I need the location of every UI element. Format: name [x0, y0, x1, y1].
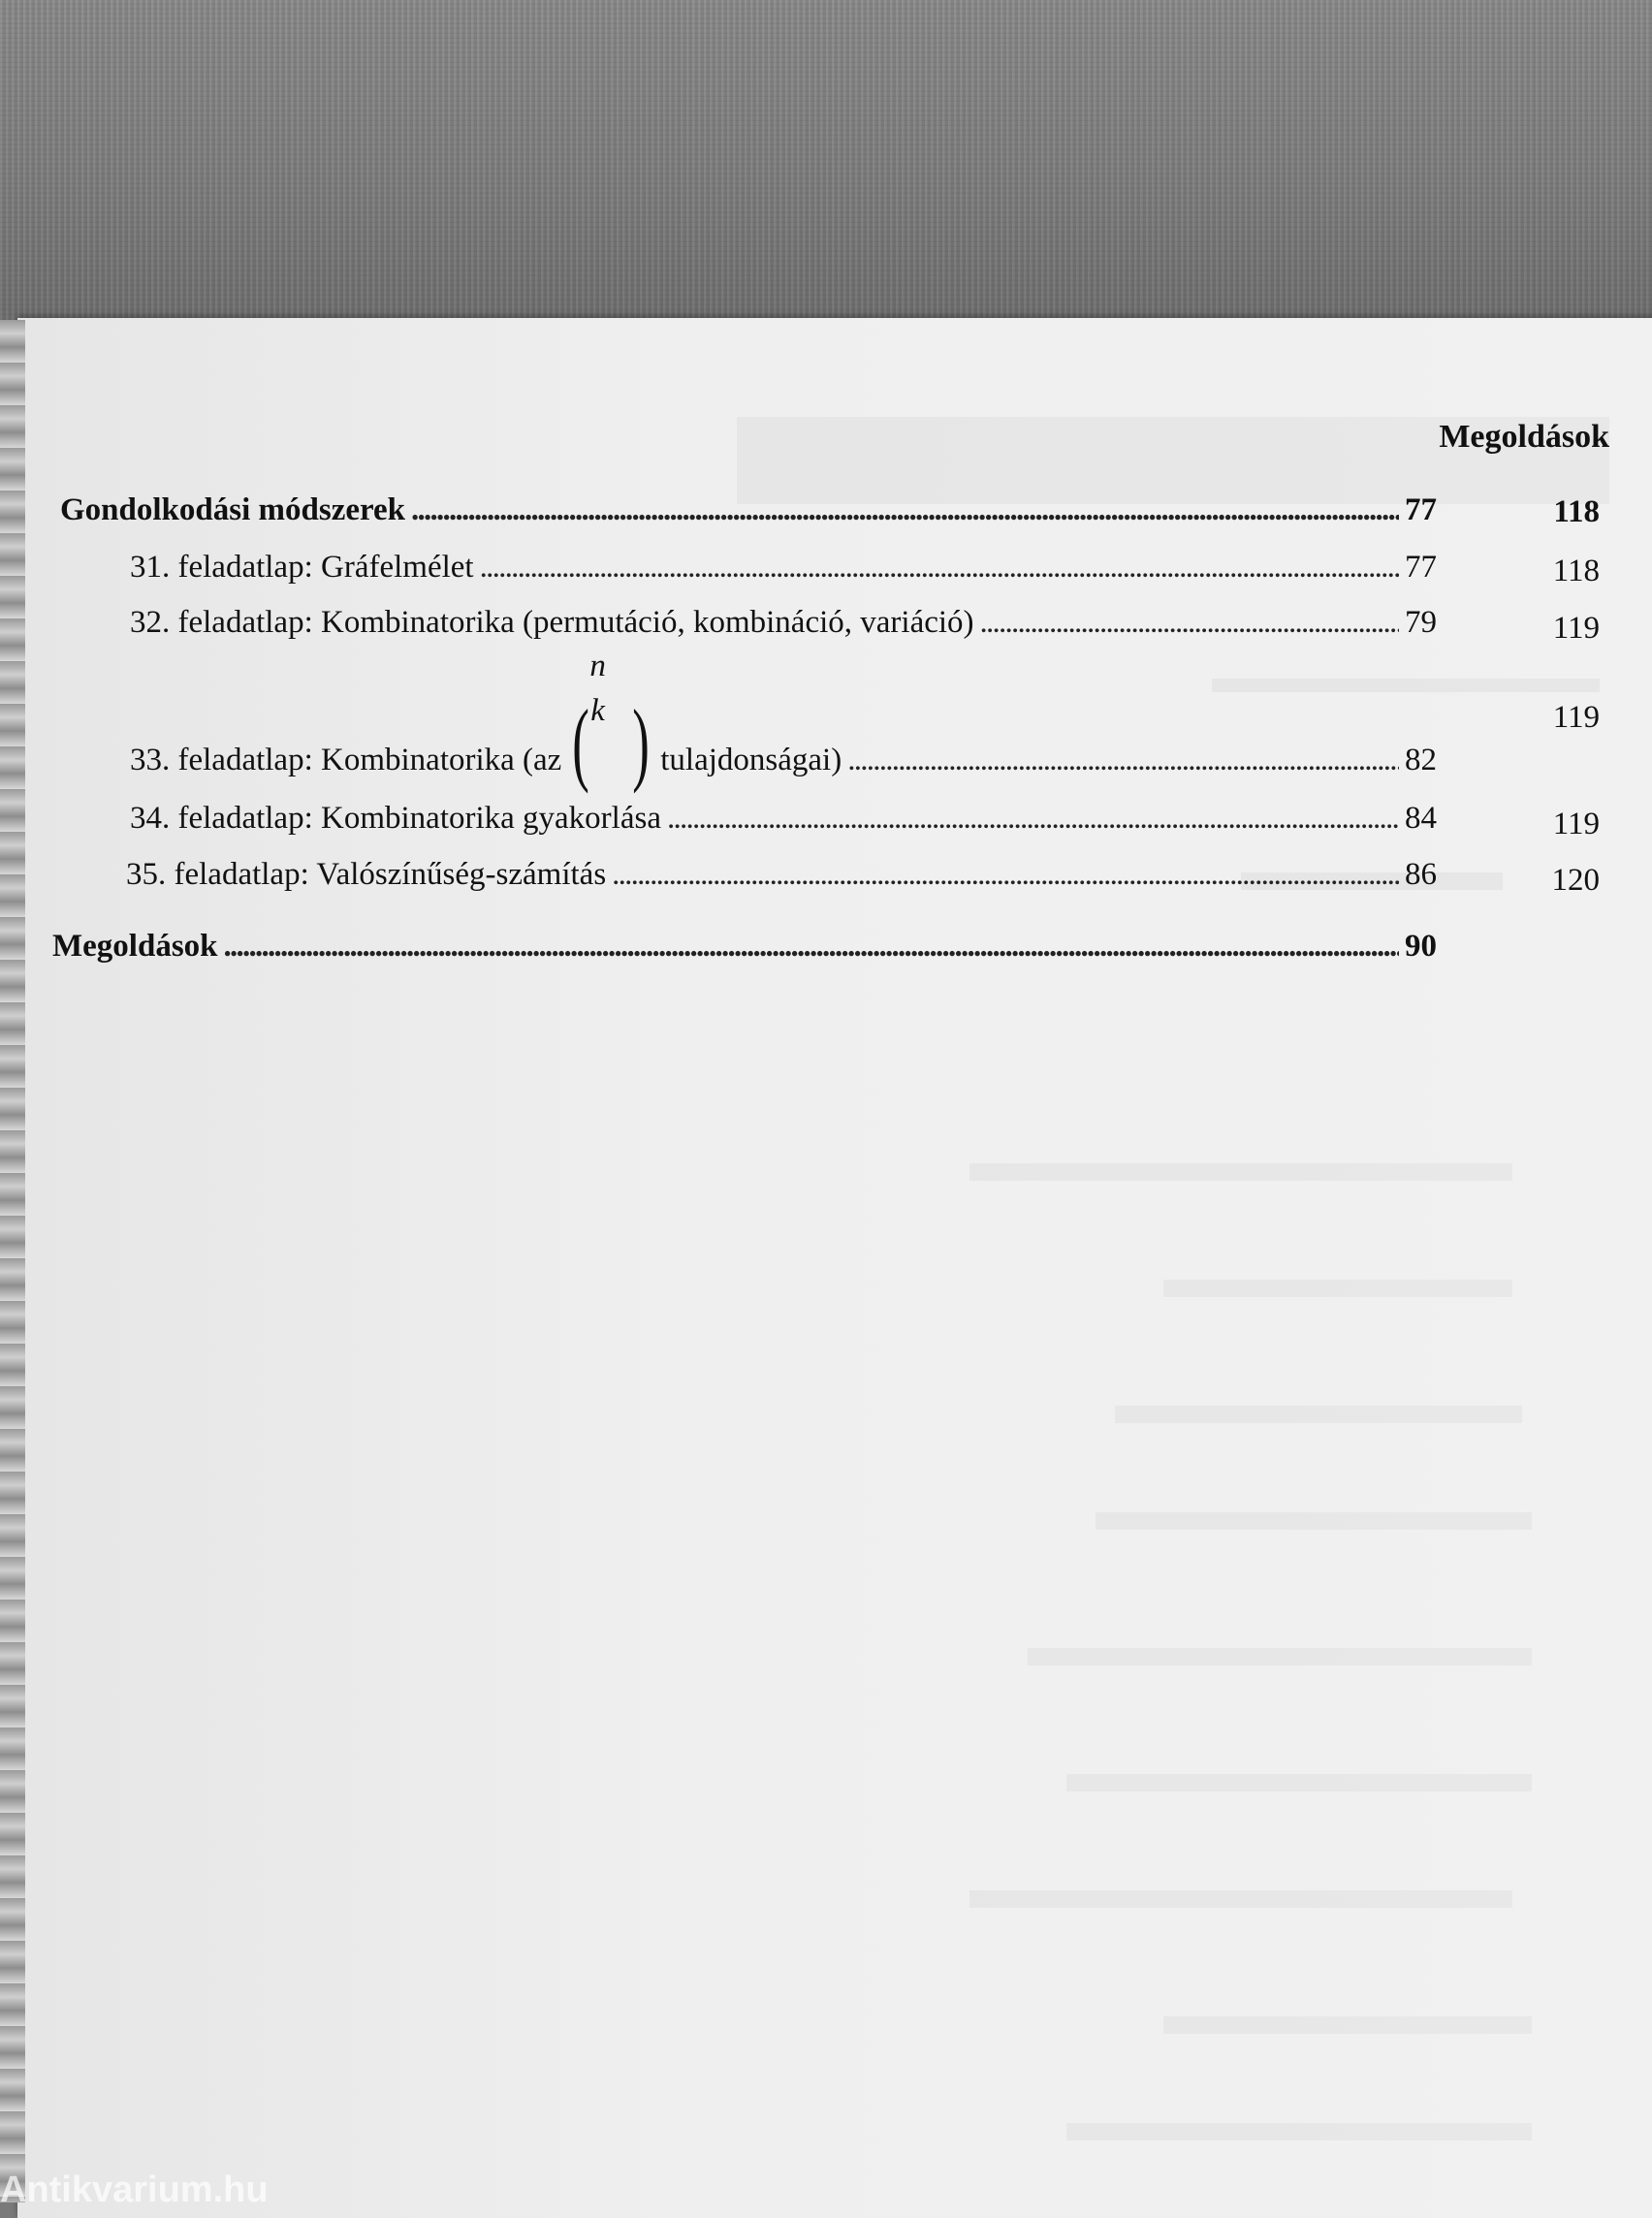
- entry-label: 32. feladatlap: Kombinatorika (permutáció, kombináció, variáció): [130, 605, 974, 640]
- toc-entry-row[interactable]: [130, 605, 1437, 650]
- solution-page-number: 118: [1552, 554, 1600, 588]
- dot-leader: [480, 550, 1399, 586]
- solutions-column-header: Megoldások: [1439, 419, 1609, 455]
- toc-section-row[interactable]: [52, 929, 1437, 973]
- page-number: 79: [1405, 605, 1437, 640]
- toc-section-row[interactable]: [60, 492, 1437, 537]
- entry-label-before: 33. feladatlap: Kombinatorika (az: [130, 743, 562, 777]
- page-number: 82: [1405, 743, 1437, 777]
- binomial-coefficient: ( n k ): [565, 700, 656, 793]
- toc-entry-row[interactable]: [130, 649, 1437, 794]
- watermark: Antikvarium.hu: [0, 2170, 269, 2210]
- page-number: 77: [1405, 550, 1437, 585]
- solution-page-number: 119: [1552, 807, 1600, 841]
- entry-label: 34. feladatlap: Kombinatorika gyakorlása: [130, 801, 661, 836]
- page-number: 84: [1405, 801, 1437, 836]
- solution-page-number: 119: [1552, 700, 1600, 735]
- dot-leader: [847, 743, 1399, 778]
- entry-label: 31. feladatlap: Gráfelmélet: [130, 550, 474, 585]
- dot-leader: [224, 929, 1399, 965]
- solution-page-number: 118: [1553, 494, 1600, 529]
- entry-label: [130, 649, 847, 794]
- dot-leader: [411, 492, 1399, 528]
- toc-entry-row[interactable]: [126, 857, 1437, 902]
- page-number: 90: [1405, 929, 1437, 964]
- dot-leader: [612, 857, 1399, 893]
- toc-entry-row[interactable]: [130, 801, 1437, 845]
- page-number: 77: [1405, 492, 1437, 527]
- dot-leader: [667, 801, 1399, 837]
- binom-bottom: k: [590, 693, 605, 728]
- toc-entry-row[interactable]: [130, 550, 1437, 594]
- binom-top: n: [589, 649, 606, 683]
- section-title: Gondolkodási módszerek: [60, 492, 406, 527]
- entry-label-after: tulajdonságai): [660, 743, 842, 777]
- page-number: 86: [1405, 857, 1437, 892]
- solution-page-number: 120: [1551, 863, 1600, 898]
- entry-label: 35. feladatlap: Valószínűség-számítás: [126, 857, 607, 892]
- dot-leader: [980, 605, 1399, 641]
- section-title: Megoldások: [52, 929, 218, 964]
- solution-page-number: 119: [1552, 611, 1600, 646]
